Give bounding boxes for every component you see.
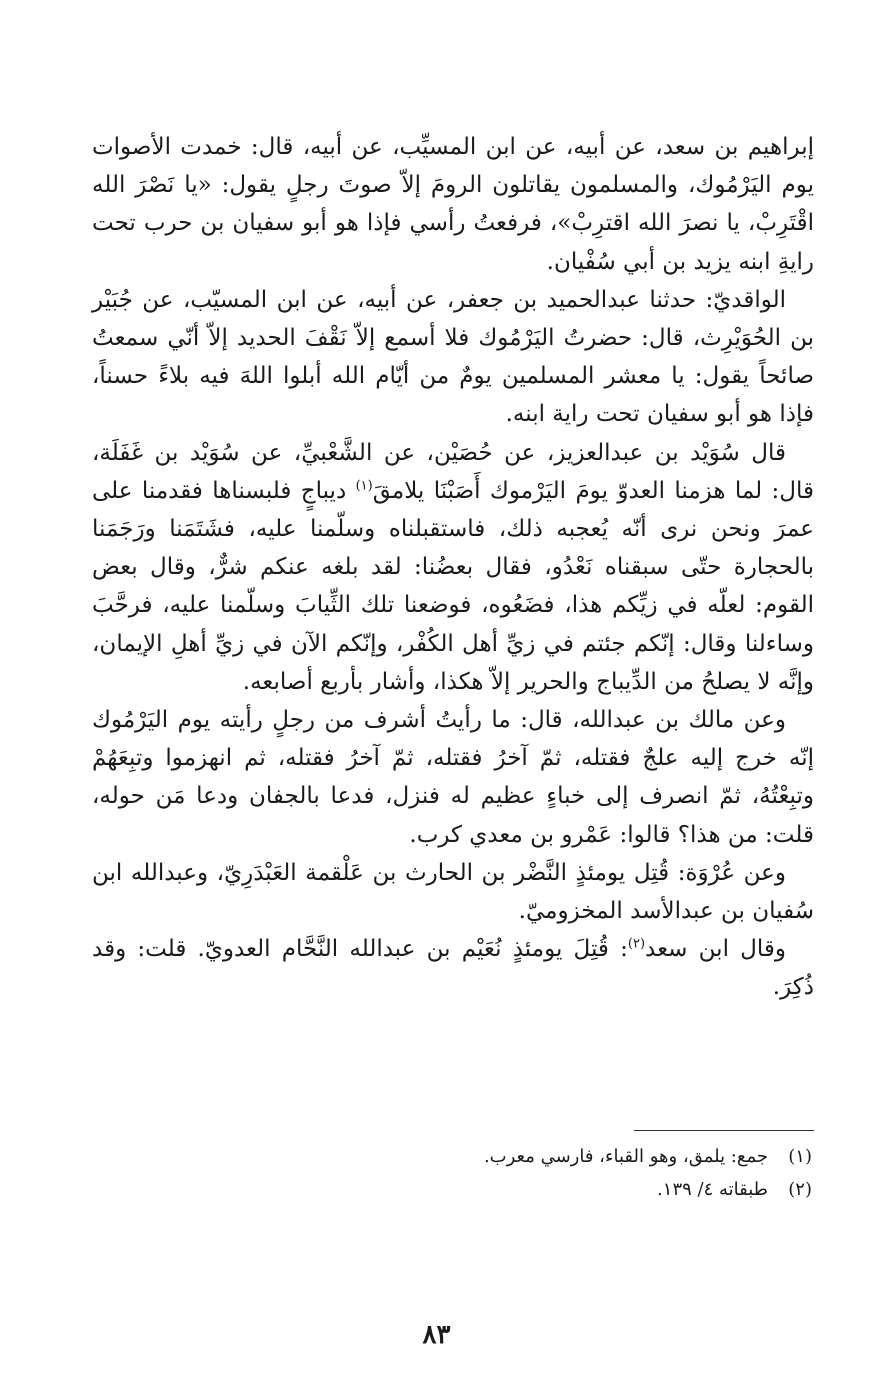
paragraph-text: إبراهيم بن سعد، عن أبيه، عن ابن المسيِّب، عن أبيه، قال: خمدت الأصوات يوم اليَرْمُوك، والمسلمون يقاتلون الرومَ إلاّ صوتَ رجلٍ يقول: «يا نَصْرَ الله اقْتَرِبْ، يا نصرَ الله اقترِبْ»، فرفعتُ رأسي فإذا هو أبو سفيان بن حرب تحت رايةِ ابنه يزيد بن أبي سُفْيان. (92, 134, 814, 275)
footnote (112, 1140, 812, 1173)
paragraph-text: ديباجٍ فلبسناها فقدمنا على عمرَ ونحن نرى أنّه يُعجبه ذلك، فاستقبلناه وسلّمنا عليه، فشَتَمَنا ورَجَمَنا بالحجارة حتّى سبقناه نَعْدُو، فقال بعضُنا: لقد بلغه عنكم شرٌّ، وقال بعض القوم: لعلّه في زيِّكم هذا، فضَعُوه، فوضعنا تلك الثِّيابَ وسلّمنا عليه، فرحَّبَ وساءلنا وقال: إنّكم جئتم في زيِّ أهل الكُفْر، وإنّكم الآن في زيِّ أهلِ الإيمان، وإنَّه لا يصلحُ من الدِّيباج والحرير إلاّ هكذا، وأشار بأربع أصابعه. (92, 477, 814, 695)
footnote-marker: (٢) (627, 936, 646, 952)
paragraph-text: وعن عُرْوَة: قُتِل يومئذٍ النَّضْر بن الحارث بن عَلْقمة العَبْدَرِيّ، وعبدالله ابن سُفيان بن عبدالأسد المخزوميّ. (92, 859, 814, 925)
page-number: ٨٣ (422, 1320, 451, 1350)
paragraph-text: : قُتِلَ يومئذٍ نُعَيْم بن عبدالله النَّحَّام العدويّ. قلت: وقد ذُكِرَ. (92, 936, 814, 1001)
footnote-text: طبقاته ٤/ ١٣٩. (657, 1179, 768, 1200)
footnote-marker: (١) (355, 478, 373, 494)
paragraph (92, 434, 814, 701)
paragraph (92, 128, 814, 281)
paragraph-text: وعن مالك بن عبدالله، قال: ما رأيتُ أشرف من رجلٍ رأيته يوم اليَرْمُوك إنّه خرج إليه علجٌ فقتله، ثمّ آخرُ فقتله، ثمّ آخرُ فقتله، ثم انهزموا وتبِعَهُمْ وتبِعْتُهُ، ثمّ انصرف إلى خباءٍ عظيم له فنزل، فدعا بالجفان ودعا مَن حوله، قلت: من هذا؟ قالوا: عَمْرو بن معدي كرب. (92, 707, 814, 848)
footnote-number: (١) (788, 1146, 812, 1167)
paragraph (92, 854, 814, 930)
paragraph-text: قال سُوَيْد بن عبدالعزيز، عن حُصَيْن، عن الشَّعْبيِّ، عن سُوَيْد بن غَفَلَة، قال: لما هزمنا العدوّ يومَ اليَرْموك أَصَبْنَا يلامقَ (92, 439, 814, 504)
paragraph (92, 701, 814, 854)
footnote-number: (٢) (788, 1179, 812, 1200)
footnote (112, 1173, 812, 1206)
footnotes (112, 1140, 812, 1206)
footnote-text: جمع: يلمق، وهو القباء، فارسي معرب. (483, 1146, 768, 1167)
paragraph-text: وقال ابن سعد (645, 936, 786, 963)
paragraph (92, 930, 814, 1006)
main-text (92, 128, 814, 1007)
paragraph-text: الواقديّ: حدثنا عبدالحميد بن جعفر، عن أبيه، عن ابن المسيّب، عن جُبَيْر بن الحُوَيْرِث، قال: حضرتُ اليَرْمُوك فلا أسمع إلاّ نَقْفَ الحديد إلاّ أنّي سمعتُ صائحاً يقول: يا معشر المسلمين يومٌ من أيّام الله أبلوا اللهَ فيه بلاءً حسناً، فإذا هو أبو سفيان تحت راية ابنه. (92, 286, 814, 428)
paragraph (92, 281, 814, 434)
footnote-divider (634, 1130, 814, 1131)
